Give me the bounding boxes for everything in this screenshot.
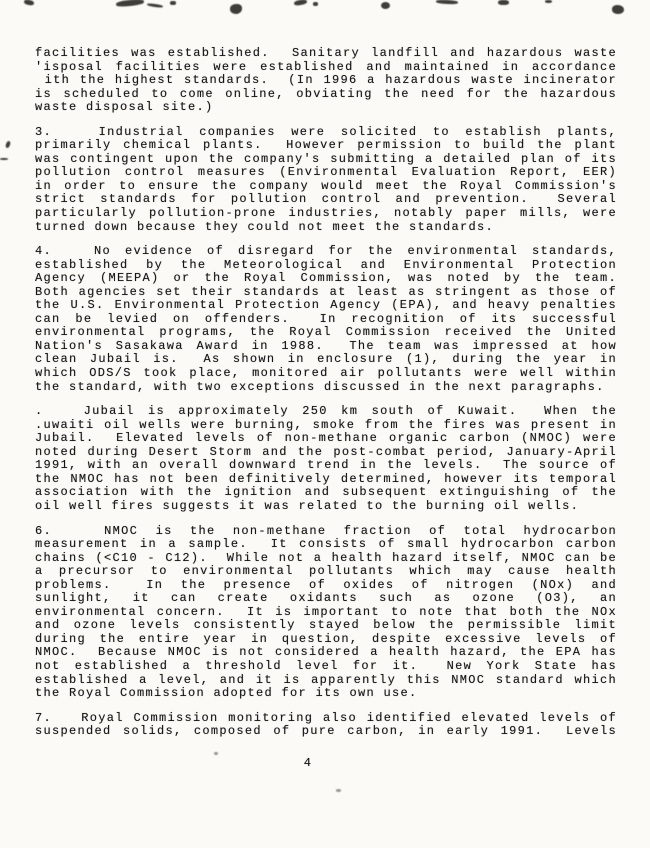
text-line: sunlight, it can create oxidants such as ozone (O3), an	[35, 591, 617, 606]
text-line: measurement in a sample. It consists of small hydrocarbon carbon	[35, 537, 617, 552]
text-line: 4. No evidence of disregard for the environmental standards,	[35, 244, 617, 259]
text-line: turned down because they could not meet the standards.	[35, 219, 495, 234]
text-line: Both agencies set their standards at least as stringent as those of	[35, 284, 617, 299]
text-line: and ozone levels consistently stayed below the permissible limit	[35, 618, 617, 633]
text-line: . Jubail is approximately 250 km south of Kuwait. When the	[35, 404, 617, 419]
ink-speck	[313, 2, 318, 6]
text-line: the Royal Commission adopted for its own use.	[35, 686, 418, 701]
ink-speck	[170, 1, 176, 5]
para-6	[35, 525, 617, 701]
text-line: problems. In the presence of oxides of nitrogen (NOx) and	[35, 577, 617, 592]
para-continuation	[35, 47, 617, 115]
text-line: established a level, and it is apparently this NMOC standard which	[35, 672, 617, 687]
text-line: established by the Meteorological and Environmental Protection	[35, 257, 617, 272]
text-line: primarily chemical plants. However permission to build the plant	[35, 138, 617, 153]
text-line: Jubail. Elevated levels of non-methane organic carbon (NMOC) were	[35, 431, 617, 446]
text-line: suspended solids, composed of pure carbon, in early 1991. Levels	[35, 724, 617, 739]
text-line: oil well fires suggests it was related to the burning oil wells.	[35, 498, 580, 513]
text-line: can be levied on offenders. In recognition of its successful	[35, 311, 617, 326]
text-line: a precursor to environmental pollutants which may cause health	[35, 564, 617, 579]
text-line: is scheduled to come online, obviating the need for the hazardous	[35, 86, 617, 101]
text-line: the NMOC has not been definitively determined, however its temporal	[35, 471, 617, 486]
ink-smudge	[294, 0, 308, 6]
text-line: 1991, with an overall downward trend in the levels. The source of	[35, 458, 617, 473]
text-line: noted during Desert Storm and the post-combat period, January-April	[35, 444, 617, 459]
ink-blob	[230, 4, 242, 14]
ink-speck	[545, 0, 552, 3]
text-line: association with the ignition and subsequent extinguishing of the	[35, 485, 617, 500]
document-body	[35, 47, 617, 739]
text-line: ith the highest standards. (In 1996 a hazardous waste incinerator	[35, 73, 617, 88]
margin-mark	[5, 141, 11, 149]
ink-smudge	[24, 0, 35, 6]
text-line: 3. Industrial companies were solicited to establish plants,	[35, 124, 617, 139]
text-line: facilities was established. Sanitary landfill and hazardous waste	[35, 46, 617, 60]
text-line: pollution control measures (Environmental Evaluation Report, EER)	[35, 165, 617, 180]
text-line: 6. NMOC is the non-methane fraction of total hydrocarbon	[35, 523, 617, 538]
text-line: the U.S. Environmental Protection Agency (EPA), and heavy penalties	[35, 298, 617, 313]
text-line: 7. Royal Commission monitoring also identified elevated levels of	[35, 710, 617, 725]
margin-mark	[0, 158, 8, 160]
ink-blob	[381, 2, 390, 9]
text-line: chains (<C10 - C12). While not a health hazard itself, NMOC can be	[35, 550, 617, 565]
ink-blob	[612, 5, 624, 14]
text-line: environmental programs, the Royal Commission received the United	[35, 325, 617, 340]
para-5	[35, 405, 617, 513]
text-line: particularly pollution-prone industries, notably paper mills, were	[35, 206, 617, 221]
text-line: clean Jubail is. As shown in enclosure (1), during the year in	[35, 352, 617, 367]
text-line: not established a threshold level for it. New York State has	[35, 658, 617, 673]
text-line: 'isposal facilities were established and maintained in accordance	[35, 59, 617, 74]
text-line: waste disposal site.)	[35, 100, 214, 115]
text-line: Agency (MEEPA) or the Royal Commission, was noted by the team.	[35, 271, 617, 286]
ink-smudge	[147, 3, 163, 8]
text-line: NMOC. Because NMOC is not considered a health hazard, the EPA has	[35, 645, 617, 660]
para-3	[35, 126, 617, 234]
text-line: strict standards for pollution control and prevention. Several	[35, 192, 617, 207]
ink-speck	[214, 752, 218, 755]
text-line: .uwaiti oil wells were burning, smoke from the fires was present in	[35, 417, 617, 432]
text-line: environmental concern. It is important to note that both the NOx	[35, 604, 617, 619]
ink-smudge	[436, 0, 458, 5]
para-4	[35, 245, 617, 394]
ink-smudge	[498, 0, 509, 5]
text-line: the standard, with two exceptions discussed in the next paragraphs.	[35, 379, 605, 394]
text-line: was contingent upon the company's submitting a detailed plan of its	[35, 151, 617, 166]
text-line: in order to ensure the company would meet the Royal Commission's	[35, 178, 617, 193]
ink-speck	[336, 789, 341, 792]
page-number: 4	[303, 756, 313, 770]
text-line: Nation's Sasakawa Award in 1988. The team was impressed at how	[35, 338, 617, 353]
ink-smudge	[116, 0, 144, 7]
text-line: which ODS/S took place, monitored air pollutants were well within	[35, 366, 617, 381]
para-7	[35, 712, 617, 739]
text-line: during the entire year in question, despite excessive levels of	[35, 631, 617, 646]
